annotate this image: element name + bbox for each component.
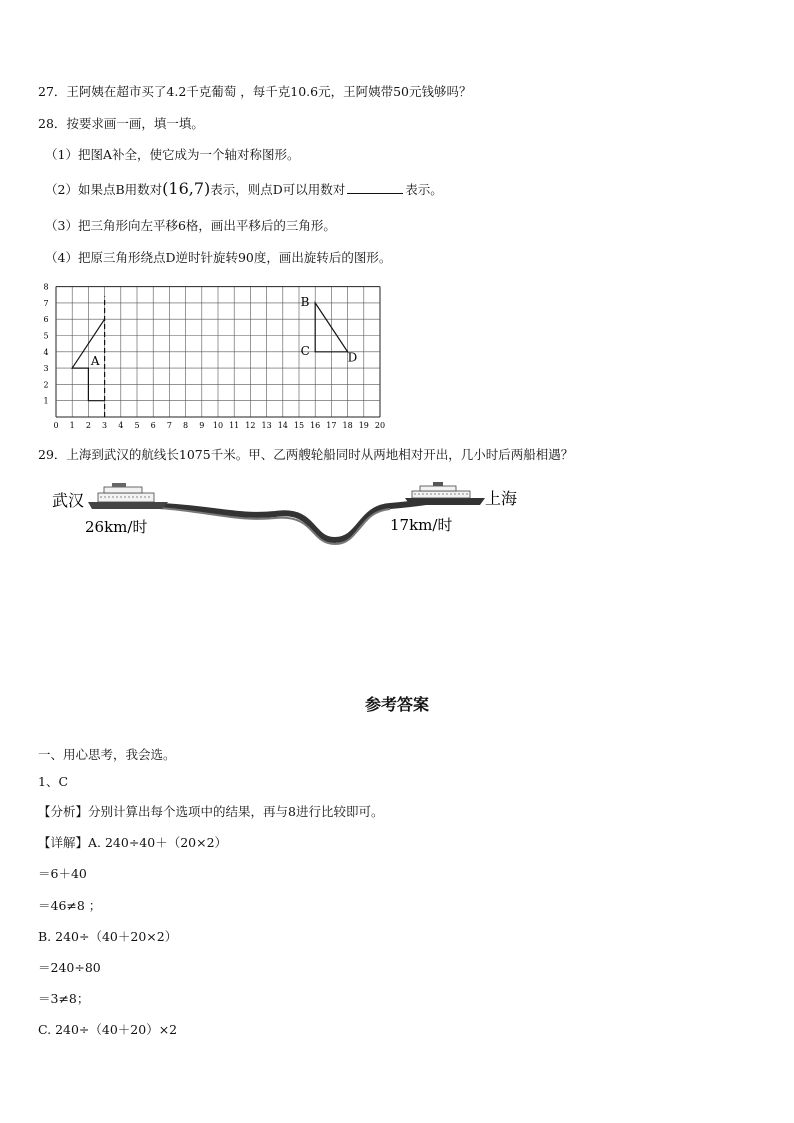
x-tick-label: 14 bbox=[277, 421, 288, 430]
question-28-part-3: （3）把三角形向左平移6格，画出平移后的三角形。 bbox=[45, 218, 336, 233]
route-svg bbox=[40, 478, 540, 548]
x-tick-label: 0 bbox=[53, 421, 59, 430]
left-speed: 26km/时 bbox=[85, 518, 148, 536]
x-tick-label: 4 bbox=[118, 421, 124, 430]
y-tick-label: 8 bbox=[43, 282, 49, 292]
y-tick-label: 5 bbox=[43, 331, 49, 341]
x-axis-labels bbox=[53, 421, 385, 430]
y-tick-label: 7 bbox=[43, 298, 49, 308]
ship-right-icon bbox=[405, 482, 485, 505]
x-tick-label: 11 bbox=[229, 421, 240, 430]
x-tick-label: 10 bbox=[212, 421, 224, 430]
left-city: 武汉 bbox=[52, 491, 85, 510]
y-tick-label: 3 bbox=[43, 364, 49, 374]
x-tick-label: 15 bbox=[293, 421, 305, 430]
answer-line: B. 240÷（40＋20×2） bbox=[38, 929, 178, 944]
x-tick-label: 18 bbox=[342, 421, 353, 430]
question-28-part-4: （4）把原三角形绕点D逆时针旋转90度，画出旋转后的图形。 bbox=[45, 250, 392, 265]
coordinate-pair: (16,7) bbox=[162, 179, 211, 198]
x-tick-label: 1 bbox=[69, 421, 75, 430]
label-a: A bbox=[90, 353, 100, 368]
question-28-part-2 bbox=[45, 181, 443, 198]
x-tick-label: 12 bbox=[245, 421, 256, 430]
label-b: B bbox=[300, 295, 310, 310]
x-tick-label: 2 bbox=[85, 421, 91, 430]
part-2-text-b: 表示，则点D可以用数对 bbox=[210, 182, 346, 197]
label-d: D bbox=[347, 350, 358, 365]
y-tick-label: 4 bbox=[43, 347, 49, 357]
answer-line: C. 240÷（40＋20）×2 bbox=[38, 1022, 178, 1037]
answer-line: 【分析】分别计算出每个选项中的结果，再与8进行比较即可。 bbox=[38, 804, 384, 819]
x-tick-label: 6 bbox=[150, 421, 156, 430]
y-axis-labels bbox=[43, 283, 48, 406]
question-29: 29．上海到武汉的航线长1075千米。甲、乙两艘轮船同时从两地相对开出，几小时后两船相遇？ bbox=[38, 447, 574, 462]
grid-svg bbox=[38, 282, 388, 430]
question-28-part-1: （1）把图A补全，使它成为一个轴对称图形。 bbox=[45, 147, 300, 162]
x-tick-label: 7 bbox=[166, 421, 172, 430]
ship-left-icon bbox=[88, 483, 168, 509]
x-tick-label: 3 bbox=[102, 421, 108, 430]
part-2-text-c: 表示。 bbox=[405, 182, 443, 197]
x-tick-label: 8 bbox=[183, 421, 189, 430]
answer-line: 1、C bbox=[38, 774, 69, 789]
answer-line: ＝6＋40 bbox=[38, 866, 87, 881]
route-illustration bbox=[40, 478, 540, 552]
x-tick-label: 13 bbox=[261, 421, 272, 430]
y-tick-label: 2 bbox=[43, 380, 49, 390]
answer-line: 【详解】A. 240÷40＋（20×2） bbox=[38, 835, 228, 850]
y-tick-label: 1 bbox=[43, 396, 49, 406]
question-28-title: 28．按要求画一画，填一填。 bbox=[38, 116, 204, 131]
answer-line: ＝3≠8； bbox=[38, 991, 90, 1006]
y-tick-label: 6 bbox=[43, 315, 49, 325]
right-speed: 17km/时 bbox=[390, 516, 453, 534]
right-city: 上海 bbox=[485, 489, 518, 508]
question-27: 27．王阿姨在超市买了4.2千克葡萄 ，每千克10.6元，王阿姨带50元钱够吗？ bbox=[38, 84, 472, 99]
answer-line: 一、用心思考，我会选。 bbox=[38, 747, 176, 762]
label-c: C bbox=[300, 344, 310, 359]
answer-line: ＝240÷80 bbox=[38, 960, 101, 975]
coordinate-grid bbox=[38, 282, 388, 434]
x-tick-label: 17 bbox=[326, 421, 337, 430]
x-tick-label: 5 bbox=[134, 421, 140, 430]
answer-title: 参考答案 bbox=[364, 695, 429, 714]
x-tick-label: 16 bbox=[310, 421, 321, 430]
x-tick-label: 20 bbox=[374, 421, 386, 430]
answer-blank[interactable] bbox=[347, 182, 403, 194]
answer-line: ＝46≠8 ； bbox=[38, 898, 102, 913]
part-2-text-a: （2）如果点B用数对 bbox=[45, 182, 163, 197]
x-tick-label: 19 bbox=[358, 421, 369, 430]
x-tick-label: 9 bbox=[199, 421, 205, 430]
